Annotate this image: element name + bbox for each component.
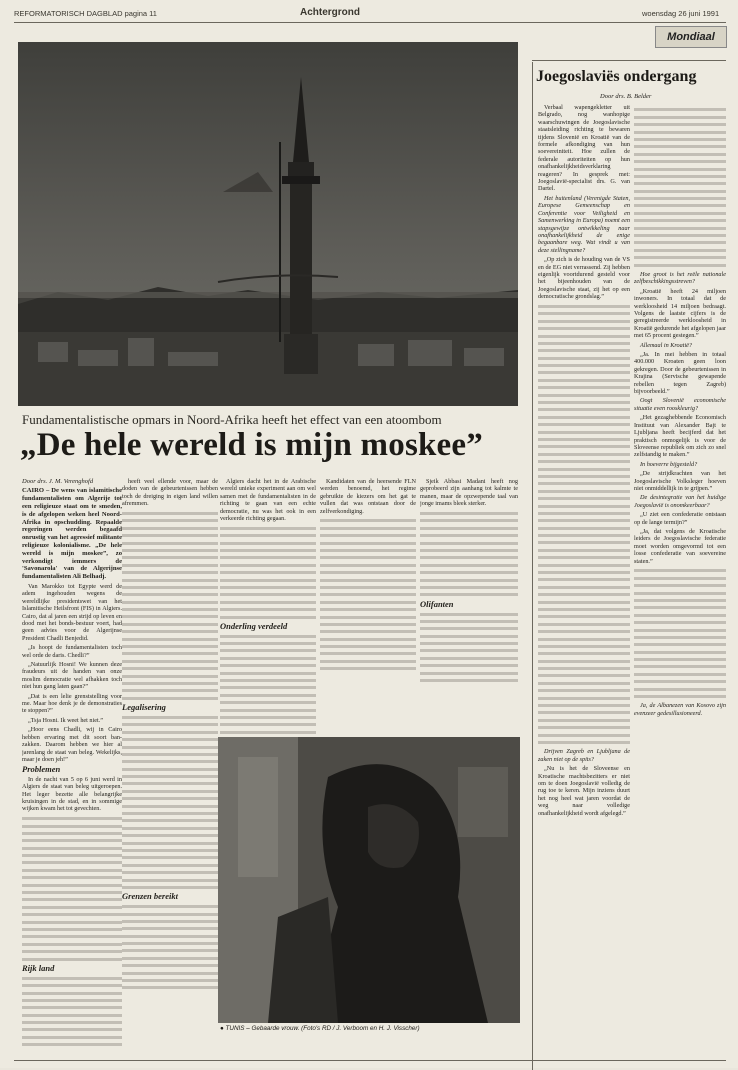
subheading-rijk-land: Rijk land [22, 962, 55, 973]
article-column-5 [420, 478, 518, 734]
paragraph: Algiers dacht het in de Arabische wereld unieke experiment aan om wel samen met de fundamentalisten in de richting te gaan van een echte democratie, nu was het ook in een verkeerde richting gegaan. [220, 478, 316, 523]
interview-question: In hoeverre bijgesteld? [640, 460, 698, 468]
paragraph: „Ja, dat volgens de Kroatische leiders de Joegoslavische federatie moet worden omgevormd tot een losse confederatie van soevereine staten.” [634, 527, 726, 565]
paragraph: „De strijdkrachten van het Joegoslavische Volksleger hoeven niet onmiddellijk in te grijpen.” [634, 470, 726, 492]
paragraph: „Is hoopt de fundamentalisten toch wel orde de daris. Chedli?” [22, 644, 122, 659]
article-kicker: Fundamentalistische opmars in Noord-Afrika heeft het effect van een atoombom [22, 412, 442, 427]
text-lines [22, 817, 122, 960]
interview-question: Het buitenland (Verenigde Staten, Europese Gemeenschap en Conferentie voor Veiligheid en Samenwerking in Europa) noemt een stapsgewijze ontwikkeling naar onafhankelijkheid de enige begaanbare weg. Wat vindt u van deze stellingname? [538, 194, 630, 254]
article-column-4 [320, 478, 416, 734]
article-column-2 [122, 478, 218, 1058]
text-lines [420, 512, 518, 596]
subheading-grenzen: Grenzen bereikt [122, 891, 178, 902]
paragraph: „Het gezaghebbende Economisch Instituut van Alexander Bajt te Ljubljana heeft becijferd dat het praktisch onmogelijk is voor de Sloveense republiek om zich zo snel zelfstandig te maken.” [634, 414, 726, 459]
sidebar-column-2 [634, 104, 726, 1064]
text-lines [538, 305, 630, 744]
interview-question: Ja, de Albanezen van Kosovo zijn evenzeer gedesillusioneerd. [634, 702, 726, 717]
interview-question: De desintegratie van het huidige Joegoslavië is onomkeerbaar? [634, 494, 726, 509]
page-header-left: REFORMATORISCH DAGBLAD pagina 11 [14, 9, 157, 18]
text-lines [22, 977, 122, 1047]
text-lines [122, 512, 218, 700]
paragraph: „Op zich is de houding van de VS en de EG niet verrassend. Zij hebben eigenlijk voortdurend gesteld voor het bijeenhouden van de Joegoslavische staat, zij het op een democratische grondslag.” [538, 256, 630, 301]
paragraph: „Tsja Hosni. Ik weet het niet.” [28, 716, 103, 724]
photo-caption: ● TUNIS – Gebaarde vrouw. (Foto's RD / J. Verboom en H. J. Visscher) [220, 1025, 420, 1032]
sidebar-rule [532, 60, 726, 61]
paragraph: „Hoor eens Chadli, wij in Cairo hebben ervaring met dit soort ban-zakken. Daarom hebben we hier al jarenlang de staat van beleg. Wekelijks, maar je doen jeh!” [22, 726, 122, 763]
veiled-woman-photo [218, 737, 520, 1023]
paragraph: „Nu is het de Sloveense en Kroatische machtsbezitters er niet om te doen Joegoslavië volledig de rug toe te keren. Mijn inziens duurt het nog heel wat jaren voordat de weg naar volledige onafhankelijkheid wordt afgelegd.” [538, 765, 630, 817]
interview-question: Drijven Zagreb en Ljubljana de zaken niet op de spits? [538, 748, 630, 763]
text-lines [634, 108, 726, 266]
paragraph: „Dat is een lelie grenststelling voor me. Maar hoe denk je de demonstraties te stoppen?” [22, 692, 122, 715]
article-column-3 [220, 478, 316, 734]
paragraph: Verbaal wapengekletter uit Belgrado, nog wanhopige waarschuwingen de Joegoslavische staatsleiding richting te bewaren tijdens Slovenië en Kroatië van de formele afkondiging van hun soevereiniteit. Hoe zullen de federale autoriteiten op hun onafhankelijkheidsverklaring reageren? In gesprek met: Joegoslavië-specialist drs. G. van Dartel. [538, 104, 630, 193]
subheading-legalisering: Legalisering [122, 702, 166, 713]
minaret-photo [18, 42, 518, 406]
paragraph: „Kroatië heeft 24 miljoen inwoners. In totaal dat de werkloosheid 14 miljoen bedraagt. Volgens de laatste cijfers is de geregistreerde werkloosheid in Kroatië gedurende het afgelopen jaar met 65 procent gestegen.” [634, 287, 726, 340]
text-lines [122, 905, 218, 989]
paragraph: „U ziet een confederatie ontstaan op de lange termijn?” [634, 511, 726, 526]
article-column-1 [22, 478, 122, 1058]
article-headline: „De hele wereld is mijn moskee” [20, 427, 483, 463]
text-lines [220, 635, 316, 734]
interview-question: Hoe groot is het reële nationale zelfbeschikkingsstreven? [634, 270, 726, 286]
paragraph: In de nacht van 5 op 6 juni werd in Algiers de staat van beleg uitgeroepen. Het leger bezette alle belangrijke kruisingen in de stad, en in sommige wijken kwam het tot gevechten. [22, 775, 122, 813]
paragraph: Van Marokko tot Egypte werd de adem ingehouden wegens de wereldlijke presidentswet van het Islamitische Heilsfront (FIS) in Algiers. Cairo, dat al jaren een strijd op leven en dood met het bonds-bestuur voert, had geen advies voor de Algerijnse President Chadli Benjedid. [22, 582, 122, 642]
text-lines [634, 569, 726, 698]
section-badge: Mondiaal [655, 26, 727, 48]
text-lines [220, 527, 316, 619]
subheading-problemen: Problemen [22, 764, 61, 775]
paragraph: „Ja. In mei hebben in totaal 400.000 Kroaten geen loon gekregen. Door de gebeurtenissen in Krajina (Servische gewapende rebellen tegen Zagreb) bijvoorbeeld.” [634, 351, 726, 396]
subheading-onderling: Onderling verdeeld [220, 620, 288, 631]
paragraph: heeft veel ellende voor, maar de doden van de gebeurtenissen hebben toch de dreiging in eigen land willen afremmen. [122, 478, 218, 508]
subheading-olifanten: Olifanten [420, 598, 454, 609]
interview-question: Oogt Slovenië economische situatie even rooskleurig? [634, 397, 726, 412]
text-lines [420, 613, 518, 683]
sidebar-byline: Door drs. B. Belder [600, 93, 652, 100]
interview-question: Allemaal in Kroatië? [640, 341, 693, 349]
section-title: Achtergrond [300, 7, 360, 18]
article-byline: Door drs. J. M. Verenghofd [22, 478, 94, 485]
sidebar-column-1 [538, 104, 630, 1064]
page-header-date: woensdag 26 juni 1991 [642, 9, 720, 18]
text-lines [320, 519, 416, 670]
sidebar-title: Joegoslaviës ondergang [536, 68, 697, 85]
footer-rule [14, 1060, 726, 1061]
paragraph: Sjeik Abbasi Madani heeft nog geprobeerd zijn aanhang tot kalmte te manen, maar de opzwepende taal van jonge imams bleek sterker. [420, 478, 518, 508]
header-rule [14, 22, 726, 23]
paragraph: „Natuurlijk Hosni! We kunnen deze fraudeurs uit de handen van onze moslim democratie wel afhakken toch niet hun gang laten gaan?” [22, 661, 122, 691]
paragraph: Kandidaten van de heersende FLN werden benoemd, het regime gebruikte de kiezers om het gat te vullen dat was ontstaan door de zelfverkondiging. [320, 478, 416, 515]
article-lead: CAIRO – De wens van islamitische fundamentalisten om Algerije tot een religieuze staat om te smeden, is de afgelopen weken heel Noord-Afrika in opschudding. Repaalde regeringen werden begaafd onrustig van het agressief militante religieuze kolonialisme. „De hele wereld is mijn moskee”, zo verkondigt iemmers de 'Savonarola' van de Algerijnse fundamentalisten Ali Belhadj. [22, 487, 122, 581]
text-lines [122, 716, 218, 889]
